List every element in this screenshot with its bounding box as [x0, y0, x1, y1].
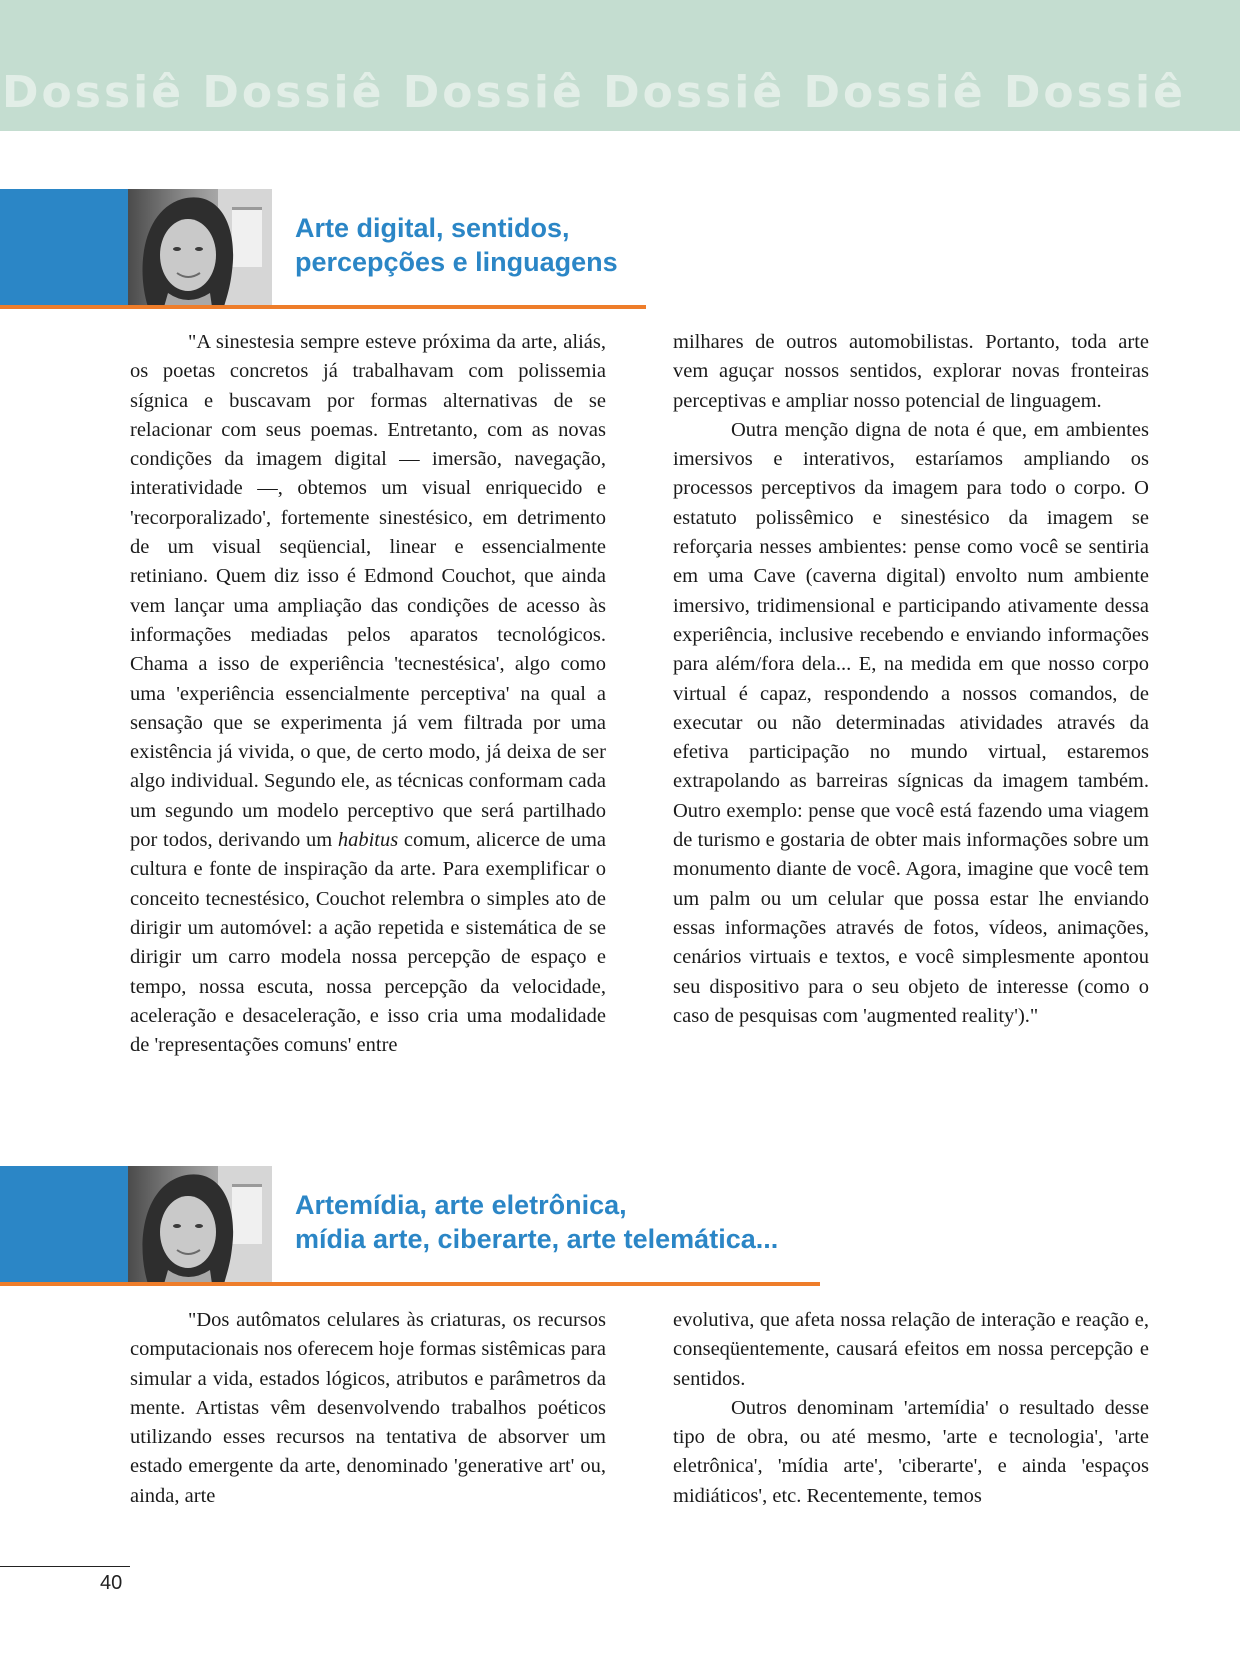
italic-term: habitus — [337, 829, 399, 852]
paragraph: evolutiva, que afeta nossa relação de interação e reação e, conseqüentemente, causará efeitos em nossa percepção e sentidos. — [673, 1309, 1149, 1390]
section-color-block — [0, 189, 128, 307]
footer-rule — [0, 1566, 130, 1567]
paragraph: Outros denominam 'artemídia' o resultado desse tipo de obra, ou até mesmo, 'arte e tecnologia', 'arte eletrônica', 'mídia arte', 'ciberarte', e ainda 'espaços midiáticos', etc. Recentemente, temos — [673, 1396, 1149, 1507]
paragraph: "Dos autômatos celulares às criaturas, os recursos computacionais nos oferecem hoje formas sistêmicas para simular a vida, estados lógicos, atributos e parâmetros da mente. Artistas vêm desenvolvendo trabalhos poéticos utilizando esses recursos na tentativa de absorver um estado emergente da arte, denominado 'generative art' ou, ainda, arte — [130, 1309, 606, 1507]
article-2-column-left — [130, 1306, 606, 1511]
article-title-line-2: mídia arte, ciberarte, arte telemática... — [295, 1224, 779, 1254]
header-banner — [0, 0, 1240, 131]
paragraph-text: "A sinestesia sempre esteve próxima da arte, aliás, os poetas concretos já trabalhavam com polissemia sígnica e buscavam por formas alternativas de se relacionar com seus poemas. Entretanto, com as novas condições da imagem digital — imersão, navegação, interatividade —, obtemos um visual enriquecido e 'recorporalizado', fortemente sinestésico, em detrimento de um visual seqüencial, linear e essencialmente retiniano. Quem diz isso é Edmond Couchot, que ainda vem lançar uma ampliação das condições de acesso às informações mediadas pelos aparatos tecnológicos. Chama a isso de experiência 'tecnestésica', algo como uma 'experiência essencialmente perceptiva' na qual a sensação que se experimenta já vem filtrada por uma existência já vivida, o que, de certo modo, já deixa de ser algo individual. Segundo ele, as técnicas conformam cada um segundo um modelo perceptivo que será partilhado por todos, derivando um — [130, 331, 606, 852]
title-underline — [0, 305, 646, 309]
article-2-column-right — [673, 1306, 1149, 1511]
section-color-block — [0, 1166, 128, 1284]
article-title-line-1: Artemídia, arte eletrônica, — [295, 1190, 627, 1220]
article-1-column-left — [130, 328, 606, 1060]
article-title-line-1: Arte digital, sentidos, — [295, 213, 570, 243]
paragraph-text: comum, alicerce de uma cultura e fonte de inspiração da arte. Para exemplificar o conceito tecnestésico, Couchot relembra o simples ato de dirigir um automóvel: a ação repetida e sistemática de se dirigir um carro modela nossa percepção de espaço e tempo, nossa escuta, nossa percepção da velocidade, aceleração e desaceleração, e isso cria uma modalidade de 'representações comuns' entre — [130, 829, 606, 1057]
author-photo — [128, 1166, 272, 1284]
article-title-line-2: percepções e linguagens — [295, 247, 618, 277]
page-number: 40 — [100, 1572, 123, 1594]
article-1-column-right — [673, 328, 1149, 1031]
title-underline — [0, 1282, 820, 1286]
article-title — [295, 1188, 778, 1256]
banner-watermark-text: Dossiê Dossiê Dossiê Dossiê Dossiê Dossiê — [2, 67, 1186, 118]
paragraph: Outra menção digna de nota é que, em ambientes imersivos e interativos, estaríamos ampliando os processos perceptivos da imagem para todo o corpo. O estatuto polissêmico e sinestésico da imagem se reforçaria nesses ambientes: pense como você se sentiria em uma Cave (caverna digital) envolto num ambiente imersivo, tridimensional e participando ativamente dessa experiência, inclusive recebendo e enviando informações para além/fora dela... E, na medida em que nosso corpo virtual é capaz, respondendo a nossos comandos, de executar ou não determinadas atividades através da efetiva participação no mundo virtual, estaremos extrapolando as barreiras sígnicas da imagem também. Outro exemplo: pense que você está fazendo uma viagem de turismo e gostaria de obter mais informações sobre um monumento diante de você. Agora, imagine que você tem um palm ou um celular que possa estar lhe enviando essas informações através de fotos, vídeos, animações, cenários virtuais e textos, e você simplesmente apontou seu dispositivo para o seu objeto de interesse (como o caso de pesquisas com 'augmented reality')." — [673, 418, 1149, 1027]
article-title — [295, 211, 618, 279]
paragraph: milhares de outros automobilistas. Portanto, toda arte vem aguçar nossos sentidos, explorar novas fronteiras perceptivas e ampliar nosso potencial de linguagem. — [673, 331, 1149, 412]
author-photo — [128, 189, 272, 307]
paragraph — [130, 328, 606, 1060]
